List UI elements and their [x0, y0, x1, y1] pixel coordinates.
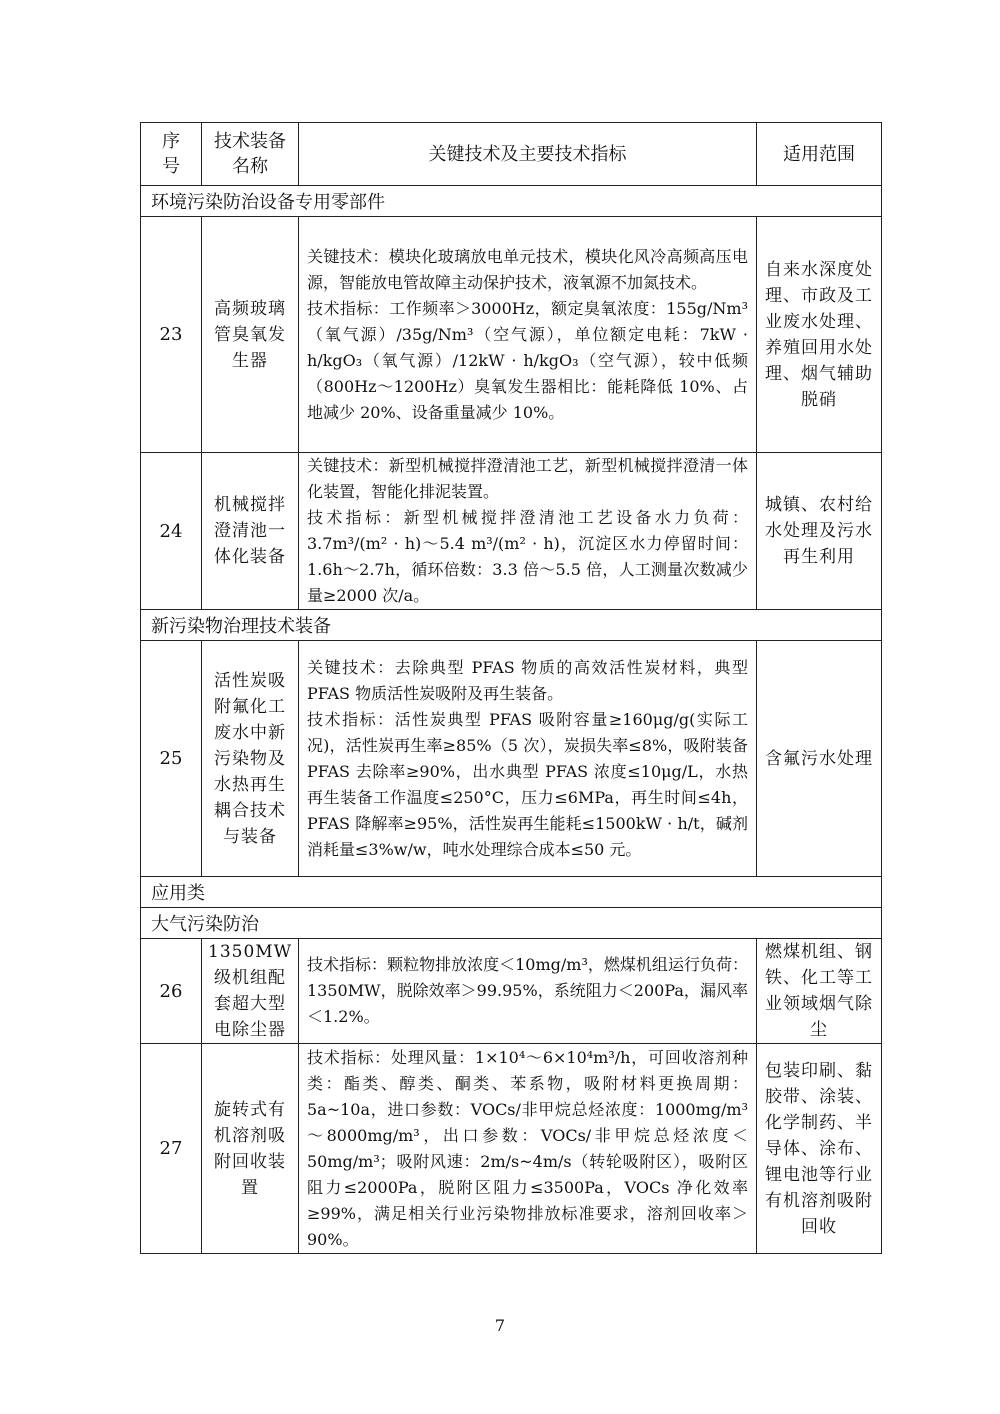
- scope-text: 自来水深度处理、市政及工业废水处理、养殖回用水处理、烟气辅助脱硝: [757, 217, 882, 453]
- equipment-name: 高频玻璃管臭氧发生器: [202, 217, 299, 453]
- key-tech-text: 关键技术：新型机械搅拌澄清池工艺，新型机械搅拌澄清一体化装置，智能化排泥装置。: [307, 456, 748, 501]
- header-name: 技术装备名称: [202, 123, 299, 186]
- section-row: [141, 908, 882, 939]
- equipment-name: 旋转式有机溶剂吸附回收装置: [202, 1044, 299, 1254]
- table-header-row: [141, 123, 882, 186]
- key-tech-cell: [299, 453, 757, 610]
- scope-text: 包装印刷、黏胶带、涂装、化学制药、半导体、涂布、锂电池等行业有机溶剂吸附回收: [757, 1044, 882, 1254]
- page-number: 7: [494, 1316, 506, 1335]
- section-title: 大气污染防治: [141, 908, 882, 939]
- table-row: [141, 1044, 882, 1254]
- row-number: 24: [141, 453, 202, 610]
- equipment-name: 机械搅拌澄清池一体化装备: [202, 453, 299, 610]
- header-key: 关键技术及主要技术指标: [299, 123, 757, 186]
- table-row: [141, 217, 882, 453]
- equipment-name: 活性炭吸附氟化工废水中新污染物及水热再生耦合技术与装备: [202, 641, 299, 877]
- table-row: [141, 453, 882, 610]
- indicators-text: 技术指标：工作频率＞3000Hz，额定臭氧浓度：155g/Nm³（氧气源）/35g/Nm³（空气源），单位额定电耗：7kW · h/kgO₃（氧气源）/12kW · h/kgO₃（空气源），较中低频（800Hz～1200Hz）臭氧发生器相比：能耗降低 10%、占地减少 20%、设备重量减少 10%。: [307, 298, 748, 422]
- section-title: 新污染物治理技术装备: [141, 610, 882, 641]
- section-title: 环境污染防治设备专用零部件: [141, 186, 882, 217]
- table-row: [141, 641, 882, 877]
- row-number: 27: [141, 1044, 202, 1254]
- section-row: [141, 877, 882, 908]
- row-number: 26: [141, 939, 202, 1044]
- spec-table-wrapper: [140, 122, 881, 1254]
- scope-text: 含氟污水处理: [757, 641, 882, 877]
- table-row: [141, 939, 882, 1044]
- indicators-text: 技术指标：颗粒物排放浓度＜10mg/m³，燃煤机组运行负荷：1350MW，脱除效率＞99.95%，系统阻力＜200Pa，漏风率＜1.2%。: [307, 955, 748, 1026]
- section-row: [141, 186, 882, 217]
- key-tech-text: 关键技术：去除典型 PFAS 物质的高效活性炭材料，典型 PFAS 物质活性炭吸附及再生装备。: [307, 657, 748, 703]
- key-tech-cell: [299, 1044, 757, 1254]
- key-tech-cell: [299, 217, 757, 453]
- indicators-text: 技术指标：新型机械搅拌澄清池工艺设备水力负荷：3.7m³/(m² · h)～5.4 m³/(m² · h)，沉淀区水力停留时间：1.6h～2.7h，循环倍数：3.3 倍～5.5 倍，人工测量次数减少量≥2000 次/a。: [307, 508, 748, 605]
- key-tech-text: 关键技术：模块化玻璃放电单元技术，模块化风冷高频高压电源，智能放电管故障主动保护技术，液氧源不加氮技术。: [307, 246, 748, 292]
- key-tech-cell: [299, 939, 757, 1044]
- indicators-text: 技术指标：处理风量：1×10⁴～6×10⁴m³/h，可回收溶剂种类：酯类、醇类、酮类、苯系物，吸附材料更换周期：5a~10a，进口参数：VOCs/非甲烷总烃浓度：1000mg/m³～8000mg/m³，出口参数：VOCs/非甲烷总烃浓度＜50mg/m³；吸附风速：2m/s~4m/s（转轮吸附区），吸附区阻力≤2000Pa，脱附区阻力≤3500Pa，VOCs 净化效率≥99%，满足相关行业污染物排放标准要求，溶剂回收率＞90%。: [307, 1047, 748, 1249]
- indicators-text: 技术指标：活性炭典型 PFAS 吸附容量≥160μg/g(实际工况)，活性炭再生率≥85%（5 次），炭损失率≤8%，吸附装备 PFAS 去除率≥90%，出水典型 PFAS 浓度≤10μg/L，水热再生装备工作温度≤250°C，压力≤6MPa，再生时间≤4h，PFAS 降解率≥95%，活性炭再生能耗≤1500kW · h/t，碱剂消耗量≤3%w/w，吨水处理综合成本≤50 元。: [307, 709, 748, 859]
- scope-text: 城镇、农村给水处理及污水再生利用: [757, 453, 882, 610]
- section-title: 应用类: [141, 877, 882, 908]
- scope-text: 燃煤机组、钢铁、化工等工业领域烟气除尘: [757, 939, 882, 1044]
- header-scope: 适用范围: [757, 123, 882, 186]
- header-seq: 序号: [141, 123, 202, 186]
- row-number: 23: [141, 217, 202, 453]
- key-tech-cell: [299, 641, 757, 877]
- row-number: 25: [141, 641, 202, 877]
- section-row: [141, 610, 882, 641]
- equipment-name: 1350MW级机组配套超大型电除尘器: [202, 939, 299, 1044]
- equipment-table: [140, 122, 882, 1254]
